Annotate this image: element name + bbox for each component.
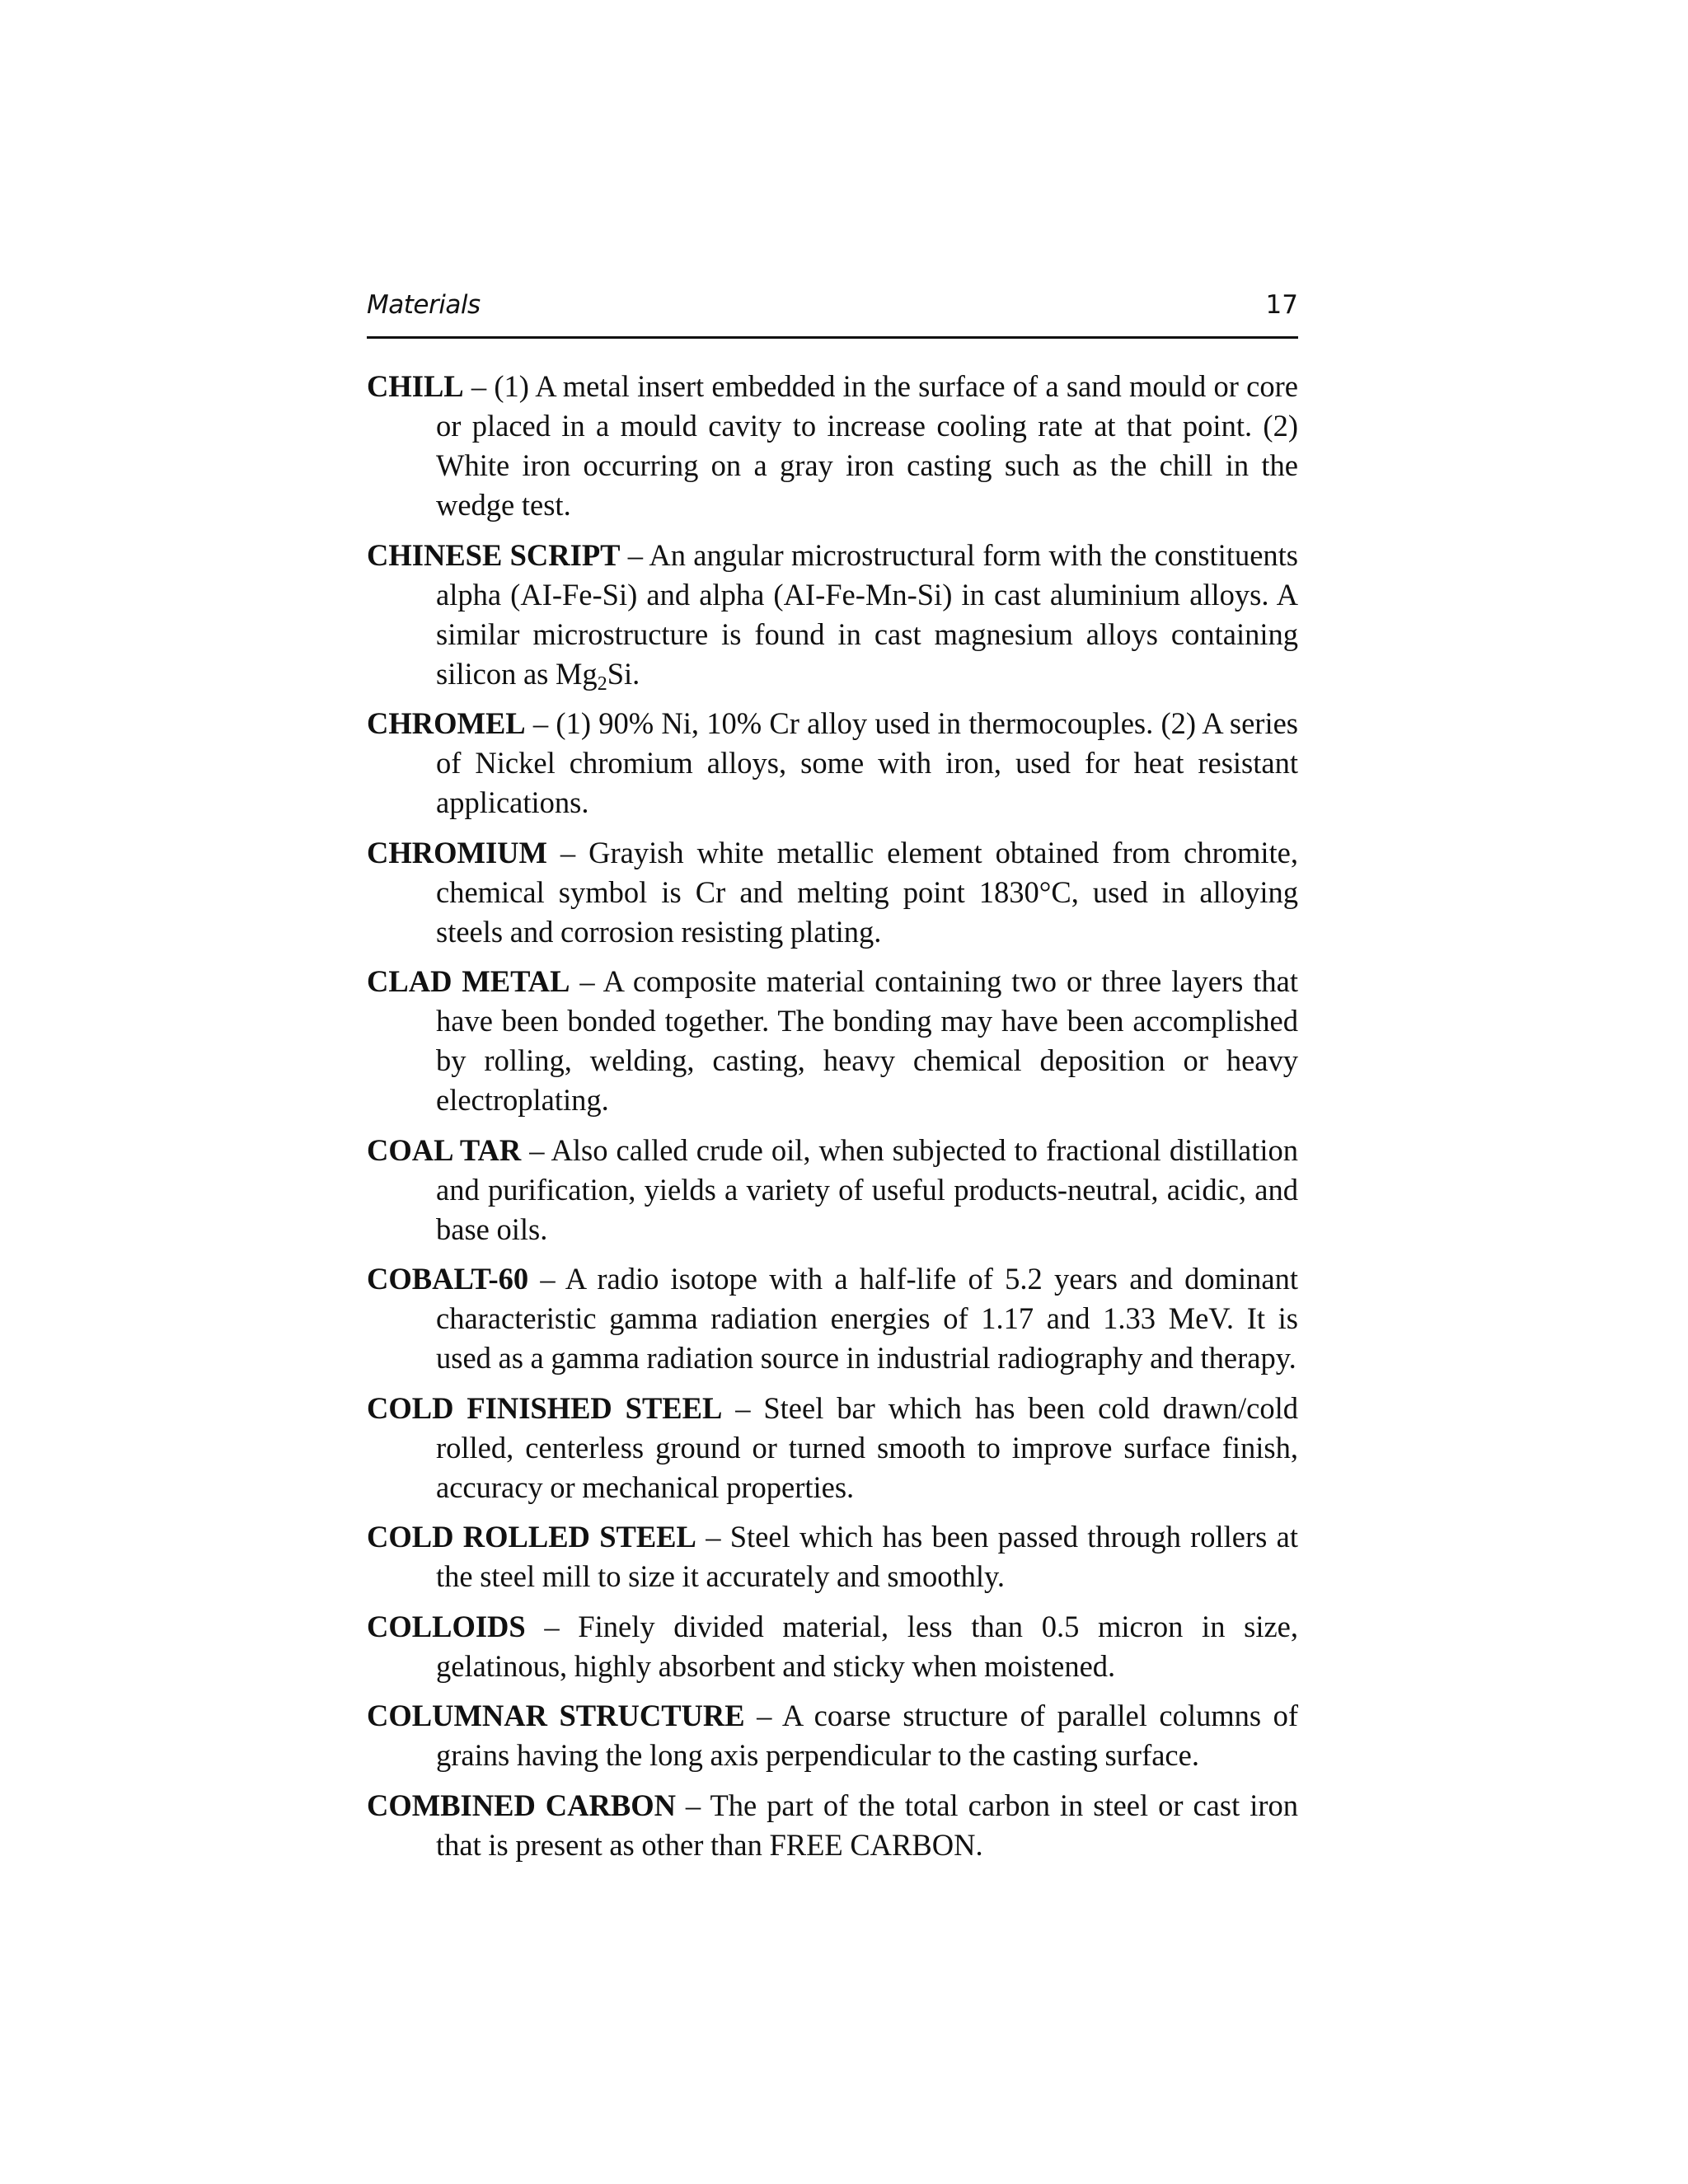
glossary-entries	[367, 367, 1298, 1875]
entry-term: COLUMNAR STRUCTURE	[367, 1699, 745, 1732]
glossary-entry	[367, 1131, 1298, 1249]
entry-term: COMBINED CARBON	[367, 1788, 676, 1822]
glossary-entry	[367, 1696, 1298, 1775]
entry-definition: – Finely divided material, less than 0.5 micron in size, gelatinous, highly absorbent and sticky when moistened.	[436, 1609, 1298, 1683]
entry-definition: – A coarse structure of parallel columns of grains having the long axis perpendicular to the casting surface.	[436, 1699, 1298, 1772]
entry-definition: – An angular microstructural form with the constituents alpha (AI-Fe-Si) and alpha (AI-Fe-Mn-Si) in cast aluminium alloys. A similar microstructure is found in cast magnesium alloys containing silicon as Mg	[436, 537, 1299, 691]
glossary-entry	[367, 1786, 1298, 1865]
glossary-entry	[367, 962, 1298, 1120]
entry-term: COLLOIDS	[367, 1609, 526, 1643]
entry-definition: – Grayish white metallic element obtained from chromite, chemical symbol is Cr and melting point 1830°C, used in alloying steels and corrosion resisting plating.	[436, 835, 1298, 949]
entry-term: COAL TAR	[367, 1132, 522, 1167]
entry-term: CHROMEL	[367, 706, 526, 740]
entry-definition: – Also called crude oil, when subjected to fractional distillation and purification, yields a variety of useful products-neutral, acidic, and base oils.	[436, 1132, 1298, 1246]
chemical-subscript: 2	[597, 673, 607, 695]
glossary-entry	[367, 833, 1298, 952]
entry-term: CHINESE SCRIPT	[367, 537, 621, 572]
page-number: 17	[1265, 290, 1298, 320]
entry-definition-end: Si.	[607, 656, 640, 691]
entry-definition: – The part of the total carbon in steel or cast iron that is present as other than FREE CARBON.	[436, 1788, 1298, 1862]
glossary-entry	[367, 1517, 1298, 1596]
entry-definition: – (1) 90% Ni, 10% Cr alloy used in thermocouples. (2) A series of Nickel chromium alloys, some with iron, used for heat resistant applications.	[436, 706, 1298, 819]
glossary-entry	[367, 1607, 1298, 1686]
entry-term: COLD FINISHED STEEL	[367, 1390, 723, 1425]
entry-definition: – Steel which has been passed through rollers at the steel mill to size it accurately and smoothly.	[436, 1520, 1299, 1593]
page-header	[367, 288, 1298, 339]
entry-definition: – A composite material containing two or three layers that have been bonded together. The bonding may have been accomplished by rolling, welding, casting, heavy chemical deposition or heavy electroplating.	[436, 964, 1298, 1117]
glossary-entry	[367, 704, 1298, 823]
entry-definition: – Steel bar which has been cold drawn/cold rolled, centerless ground or turned smooth to improve surface finish, accuracy or mechanical properties.	[436, 1390, 1299, 1504]
glossary-entry	[367, 536, 1298, 694]
entry-term: COLD ROLLED STEEL	[367, 1520, 696, 1554]
glossary-entry	[367, 367, 1298, 525]
entry-term: COBALT-60	[367, 1262, 529, 1296]
entry-definition: – (1) A metal insert embedded in the surface of a sand mould or core or placed in a mould cavity to increase cooling rate at that point. (2) White iron occurring on a gray iron casting such as the chill in the wedge test.	[436, 369, 1298, 522]
entry-term: CHROMIUM	[367, 835, 547, 869]
running-header-title: Materials	[367, 290, 481, 320]
entry-term: CHILL	[367, 369, 464, 403]
entry-term: CLAD METAL	[367, 964, 570, 998]
glossary-entry	[367, 1389, 1298, 1507]
glossary-entry	[367, 1259, 1298, 1378]
entry-definition: – A radio isotope with a half-life of 5.2 years and dominant characteristic gamma radiation energies of 1.17 and 1.33 MeV. It is used as a gamma radiation source in industrial radiography and therapy.	[436, 1262, 1298, 1375]
